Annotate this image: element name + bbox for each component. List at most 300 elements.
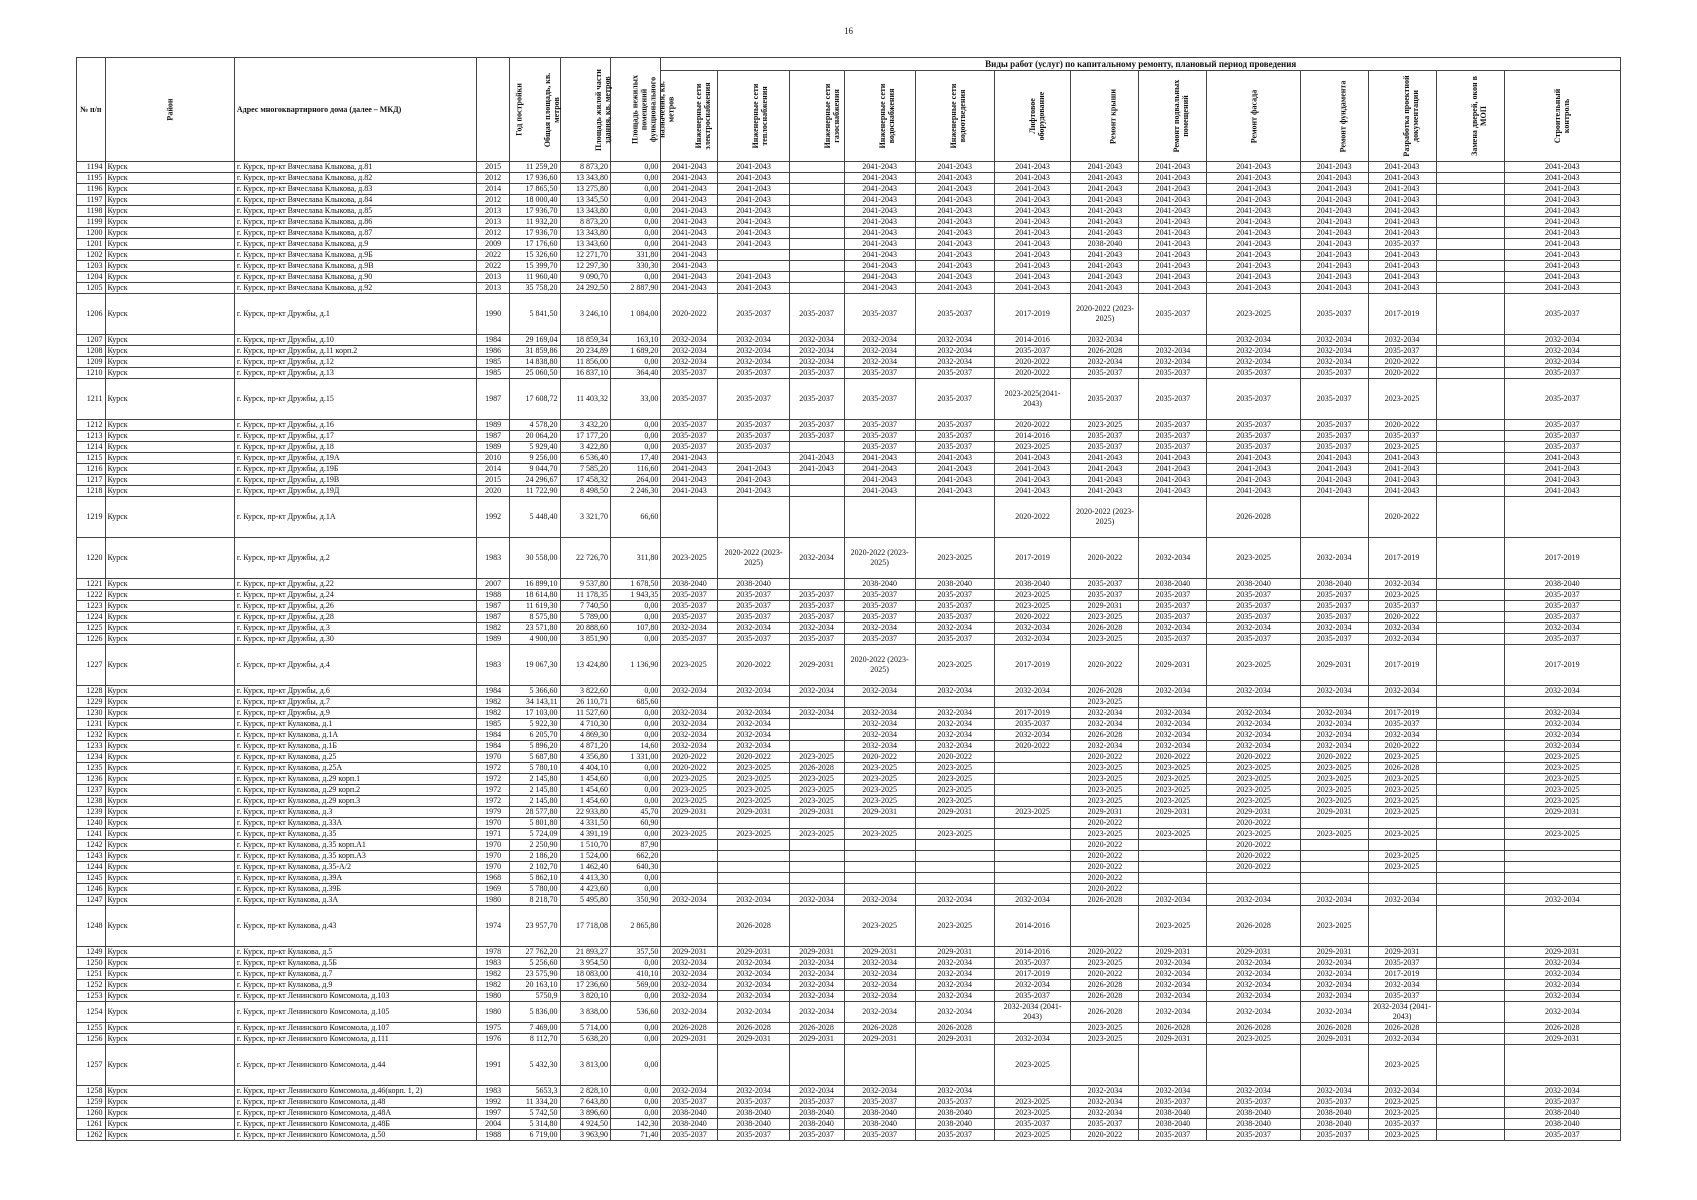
cell-total-area: 8 218,70 (510, 895, 560, 906)
cell-district: Курск (105, 1002, 234, 1023)
cell-work-period: 2041-2043 (844, 475, 915, 486)
cell-work-period: 2032-2034 (1300, 730, 1368, 741)
cell-work-period: 2020-2022 (661, 294, 718, 335)
cell-work-period: 2041-2043 (1207, 486, 1300, 497)
cell-work-period: 2041-2043 (1504, 173, 1620, 184)
cell-work-period: 2041-2043 (1504, 261, 1620, 272)
cell-district: Курск (105, 420, 234, 431)
cell-work-period: 2041-2043 (1368, 261, 1436, 272)
cell-work-period: 2035-2037 (915, 442, 994, 453)
cell-year: 1990 (477, 294, 510, 335)
table-row (77, 195, 1621, 206)
table-row (77, 686, 1621, 697)
cell-work-period: 2032-2034 (915, 895, 994, 906)
cell-total-area: 2 145,80 (510, 774, 560, 785)
cell-num: 1249 (77, 947, 106, 958)
cell-num: 1195 (77, 173, 106, 184)
cell-nonres-area: 0,00 (610, 357, 660, 368)
cell-work-period: 2032-2034 (789, 623, 844, 634)
cell-work-period (1436, 829, 1504, 840)
table-row (77, 774, 1621, 785)
cell-nonres-area: 0,00 (610, 162, 660, 173)
cell-work-period: 2035-2037 (915, 1097, 994, 1108)
cell-living-area: 3 422,80 (560, 442, 610, 453)
cell-address: г. Курск, пр-кт Вячеслава Клыкова, д.85 (234, 206, 476, 217)
cell-district: Курск (105, 862, 234, 873)
cell-work-period: 2026-2028 (718, 1023, 789, 1034)
cell-num: 1226 (77, 634, 106, 645)
cell-district: Курск (105, 538, 234, 579)
cell-work-period: 2035-2037 (661, 442, 718, 453)
cell-work-period: 2029-2031 (1300, 807, 1368, 818)
cell-work-period: 2026-2028 (915, 1023, 994, 1034)
table-row (77, 829, 1621, 840)
header-work-9: Ремонт фундамента (1300, 71, 1368, 162)
cell-work-period: 2032-2034 (718, 346, 789, 357)
cell-work-period: 2029-2031 (1300, 947, 1368, 958)
cell-living-area: 16 837,10 (560, 368, 610, 379)
cell-work-period: 2041-2043 (1504, 184, 1620, 195)
cell-work-period (1436, 796, 1504, 807)
cell-work-period: 2032-2034 (1071, 1086, 1139, 1097)
cell-work-period (1436, 261, 1504, 272)
cell-work-period (1436, 206, 1504, 217)
cell-living-area: 5 714,00 (560, 1023, 610, 1034)
cell-work-period: 2032-2034 (1300, 346, 1368, 357)
cell-work-period: 2023-2025 (789, 752, 844, 763)
table-row (77, 420, 1621, 431)
cell-work-period: 2023-2025 (915, 906, 994, 947)
table-row (77, 294, 1621, 335)
cell-work-period (1436, 958, 1504, 969)
cell-work-period: 2041-2043 (1504, 453, 1620, 464)
cell-work-period: 2041-2043 (1368, 195, 1436, 206)
cell-address: г. Курск, пр-кт Дружбы, д.19Д (234, 486, 476, 497)
cell-work-period: 2020-2022 (1207, 752, 1300, 763)
cell-work-period: 2035-2037 (1300, 1130, 1368, 1141)
cell-work-period: 2032-2034 (915, 730, 994, 741)
cell-total-area: 5 862,10 (510, 873, 560, 884)
cell-work-period: 2023-2025 (1139, 774, 1207, 785)
cell-work-period: 2041-2043 (844, 486, 915, 497)
cell-work-period: 2023-2025 (994, 601, 1071, 612)
cell-work-period (789, 906, 844, 947)
cell-work-period: 2023-2025 (1368, 590, 1436, 601)
cell-year: 2014 (477, 464, 510, 475)
cell-living-area: 5 638,20 (560, 1034, 610, 1045)
cell-work-period: 2038-2040 (1504, 1119, 1620, 1130)
cell-work-period: 2023-2025 (1071, 1034, 1139, 1045)
cell-year: 1980 (477, 1002, 510, 1023)
cell-work-period: 2035-2037 (718, 442, 789, 453)
cell-work-period (789, 697, 844, 708)
cell-num: 1233 (77, 741, 106, 752)
cell-nonres-area: 350,90 (610, 895, 660, 906)
cell-nonres-area: 662,20 (610, 851, 660, 862)
cell-work-period: 2041-2043 (915, 239, 994, 250)
cell-total-area: 5 366,60 (510, 686, 560, 697)
cell-work-period: 2032-2034 (1300, 538, 1368, 579)
cell-address: г. Курск, пр-кт Ленинского Комсомола, д.48Б (234, 1119, 476, 1130)
cell-work-period: 2038-2040 (661, 579, 718, 590)
cell-district: Курск (105, 486, 234, 497)
cell-work-period: 2041-2043 (1300, 217, 1368, 228)
cell-work-period: 2035-2037 (1368, 431, 1436, 442)
cell-num: 1247 (77, 895, 106, 906)
cell-work-period (661, 873, 718, 884)
cell-work-period (789, 239, 844, 250)
cell-living-area: 18 083,00 (560, 969, 610, 980)
cell-district: Курск (105, 947, 234, 958)
cell-work-period: 2041-2043 (718, 173, 789, 184)
cell-work-period: 2029-2031 (789, 947, 844, 958)
cell-work-period: 2023-2025 (844, 763, 915, 774)
cell-work-period: 2035-2037 (718, 431, 789, 442)
cell-num: 1209 (77, 357, 106, 368)
cell-work-period: 2041-2043 (661, 206, 718, 217)
cell-year: 1976 (477, 1034, 510, 1045)
cell-work-period: 2023-2025 (994, 442, 1071, 453)
cell-living-area: 9 537,80 (560, 579, 610, 590)
cell-work-period: 2035-2037 (1368, 719, 1436, 730)
cell-work-period: 2032-2034 (1139, 538, 1207, 579)
cell-work-period: 2035-2037 (1139, 601, 1207, 612)
cell-nonres-area: 0,00 (610, 958, 660, 969)
cell-nonres-area: 0,00 (610, 184, 660, 195)
cell-work-period: 2041-2043 (844, 162, 915, 173)
cell-district: Курск (105, 645, 234, 686)
cell-work-period: 2029-2031 (1504, 1034, 1620, 1045)
cell-work-period (661, 862, 718, 873)
header-work-2: Инженерные сети газоснабжения (789, 71, 844, 162)
cell-nonres-area: 0,00 (610, 195, 660, 206)
cell-work-period: 2041-2043 (1504, 283, 1620, 294)
cell-district: Курск (105, 634, 234, 645)
cell-work-period (994, 697, 1071, 708)
cell-living-area: 1 454,60 (560, 785, 610, 796)
cell-work-period: 2020-2022 (1207, 862, 1300, 873)
cell-address: г. Курск, пр-кт Кулакова, д.35 (234, 829, 476, 840)
cell-work-period: 2041-2043 (1071, 195, 1139, 206)
cell-work-period: 2041-2043 (1504, 272, 1620, 283)
cell-work-period: 2035-2037 (844, 1097, 915, 1108)
cell-work-period: 2041-2043 (1368, 217, 1436, 228)
cell-work-period: 2035-2037 (1368, 958, 1436, 969)
cell-work-period: 2035-2037 (1139, 379, 1207, 420)
cell-work-period (789, 217, 844, 228)
cell-work-period: 2026-2028 (1071, 623, 1139, 634)
cell-work-period: 2032-2034 (1207, 958, 1300, 969)
cell-work-period: 2032-2034 (1300, 1086, 1368, 1097)
cell-work-period: 2026-2028 (1368, 763, 1436, 774)
cell-work-period: 2041-2043 (844, 217, 915, 228)
cell-nonres-area: 0,00 (610, 796, 660, 807)
cell-year: 1984 (477, 686, 510, 697)
cell-living-area: 17 236,60 (560, 980, 610, 991)
cell-work-period: 2032-2034 (661, 980, 718, 991)
cell-work-period: 2041-2043 (1139, 228, 1207, 239)
cell-work-period: 2035-2037 (1504, 612, 1620, 623)
cell-total-area: 15 326,60 (510, 250, 560, 261)
cell-district: Курск (105, 173, 234, 184)
cell-work-period: 2020-2022 (994, 741, 1071, 752)
cell-work-period: 2041-2043 (1139, 173, 1207, 184)
cell-work-period (844, 873, 915, 884)
cell-work-period: 2023-2025 (1071, 796, 1139, 807)
cell-work-period: 2029-2031 (718, 1034, 789, 1045)
table-row (77, 1119, 1621, 1130)
cell-nonres-area: 0,00 (610, 217, 660, 228)
table-row (77, 464, 1621, 475)
cell-work-period: 2041-2043 (1504, 162, 1620, 173)
cell-nonres-area: 0,00 (610, 763, 660, 774)
cell-work-period: 2032-2034 (1139, 346, 1207, 357)
cell-work-period: 2032-2034 (1207, 719, 1300, 730)
cell-work-period: 2032-2034 (1504, 686, 1620, 697)
cell-work-period: 2032-2034 (915, 1086, 994, 1097)
cell-total-area: 9 256,00 (510, 453, 560, 464)
cell-work-period: 2041-2043 (1207, 184, 1300, 195)
cell-year: 1982 (477, 980, 510, 991)
cell-work-period: 2017-2019 (1368, 294, 1436, 335)
cell-year: 1989 (477, 420, 510, 431)
cell-address: г. Курск, пр-кт Кулакова, д.3А (234, 895, 476, 906)
cell-nonres-area: 163,10 (610, 335, 660, 346)
cell-num: 1207 (77, 335, 106, 346)
cell-num: 1256 (77, 1034, 106, 1045)
cell-district: Курск (105, 1130, 234, 1141)
cell-work-period: 2041-2043 (1071, 261, 1139, 272)
cell-district: Курск (105, 730, 234, 741)
cell-work-period (915, 697, 994, 708)
cell-living-area: 4 871,20 (560, 741, 610, 752)
cell-work-period: 2035-2037 (1071, 579, 1139, 590)
cell-address: г. Курск, пр-кт Дружбы, д.13 (234, 368, 476, 379)
cell-work-period (1300, 873, 1368, 884)
cell-address: г. Курск, пр-кт Ленинского Комсомола, д.48А (234, 1108, 476, 1119)
cell-work-period: 2029-2031 (1504, 807, 1620, 818)
cell-work-period: 2035-2037 (661, 634, 718, 645)
cell-work-period (1436, 818, 1504, 829)
cell-work-period: 2038-2040 (1207, 1108, 1300, 1119)
cell-work-period: 2020-2022 (994, 612, 1071, 623)
cell-nonres-area: 1 678,50 (610, 579, 660, 590)
cell-work-period: 2032-2034 (994, 1034, 1071, 1045)
cell-district: Курск (105, 250, 234, 261)
cell-work-period: 2032-2034 (718, 1086, 789, 1097)
cell-work-period: 2032-2034 (1300, 1002, 1368, 1023)
cell-work-period: 2041-2043 (994, 217, 1071, 228)
cell-work-period: 2041-2043 (994, 272, 1071, 283)
cell-work-period: 2032-2034 (718, 741, 789, 752)
cell-num: 1202 (77, 250, 106, 261)
cell-work-period: 2020-2022 (1071, 969, 1139, 980)
cell-nonres-area: 1 331,00 (610, 752, 660, 763)
cell-work-period: 2032-2034 (1368, 1086, 1436, 1097)
cell-work-period: 2023-2025 (1071, 763, 1139, 774)
cell-year: 2014 (477, 184, 510, 195)
cell-nonres-area: 0,00 (610, 686, 660, 697)
cell-work-period: 2032-2034 (844, 1002, 915, 1023)
cell-work-period (1504, 906, 1620, 947)
cell-work-period: 2032-2034 (915, 1002, 994, 1023)
cell-work-period (1436, 1023, 1504, 1034)
cell-address: г. Курск, пр-кт Дружбы, д.6 (234, 686, 476, 697)
cell-work-period: 2029-2031 (789, 645, 844, 686)
cell-work-period: 2020-2022 (844, 752, 915, 763)
cell-work-period (1368, 906, 1436, 947)
cell-work-period: 2020-2022 (1368, 420, 1436, 431)
cell-work-period: 2032-2034 (1368, 730, 1436, 741)
cell-address: г. Курск, пр-кт Ленинского Комсомола, д.48 (234, 1097, 476, 1108)
cell-work-period (789, 442, 844, 453)
cell-work-period: 2023-2025 (994, 1045, 1071, 1086)
cell-work-period (789, 206, 844, 217)
cell-total-area: 5 780,00 (510, 884, 560, 895)
cell-total-area: 11 722,90 (510, 486, 560, 497)
cell-district: Курск (105, 1108, 234, 1119)
cell-living-area: 12 271,70 (560, 250, 610, 261)
header-work-6: Ремонт крыши (1071, 71, 1139, 162)
cell-work-period: 2041-2043 (1139, 272, 1207, 283)
cell-work-period (789, 730, 844, 741)
cell-work-period: 2035-2037 (718, 420, 789, 431)
cell-num: 1240 (77, 818, 106, 829)
cell-work-period (1071, 906, 1139, 947)
cell-work-period (661, 851, 718, 862)
cell-work-period: 2023-2025 (844, 796, 915, 807)
table-row (77, 217, 1621, 228)
cell-work-period (789, 851, 844, 862)
cell-work-period (994, 829, 1071, 840)
cell-district: Курск (105, 906, 234, 947)
cell-work-period: 2041-2043 (1207, 261, 1300, 272)
cell-work-period (789, 579, 844, 590)
cell-year: 2013 (477, 217, 510, 228)
cell-num: 1225 (77, 623, 106, 634)
cell-work-period: 2023-2025 (1504, 752, 1620, 763)
cell-district: Курск (105, 708, 234, 719)
cell-work-period: 2017-2019 (1368, 969, 1436, 980)
cell-work-period: 2032-2034 (1139, 686, 1207, 697)
table-row (77, 862, 1621, 873)
cell-total-area: 11 960,40 (510, 272, 560, 283)
cell-living-area: 13 345,50 (560, 195, 610, 206)
cell-work-period (994, 1086, 1071, 1097)
cell-work-period: 2038-2040 (1504, 579, 1620, 590)
header-address: Адрес многоквартирного дома (далее – МКД) (234, 58, 476, 162)
cell-work-period: 2041-2043 (994, 283, 1071, 294)
cell-work-period: 2041-2043 (661, 464, 718, 475)
cell-work-period: 2035-2037 (915, 294, 994, 335)
cell-work-period: 2041-2043 (1504, 464, 1620, 475)
cell-work-period: 2041-2043 (1368, 486, 1436, 497)
cell-work-period: 2014-2016 (994, 947, 1071, 958)
cell-work-period: 2035-2037 (789, 420, 844, 431)
cell-work-period: 2035-2037 (789, 294, 844, 335)
cell-work-period: 2041-2043 (1300, 206, 1368, 217)
cell-district: Курск (105, 969, 234, 980)
table-row (77, 283, 1621, 294)
cell-district: Курск (105, 590, 234, 601)
cell-work-period: 2038-2040 (1071, 239, 1139, 250)
cell-work-period (718, 818, 789, 829)
cell-work-period: 2029-2031 (718, 807, 789, 818)
cell-work-period (1436, 579, 1504, 590)
cell-work-period: 2035-2037 (1368, 346, 1436, 357)
cell-work-period: 2023-2025 (1504, 785, 1620, 796)
cell-work-period: 2032-2034 (1139, 969, 1207, 980)
cell-work-period (1436, 195, 1504, 206)
cell-district: Курск (105, 895, 234, 906)
cell-work-period: 2032-2034 (1504, 969, 1620, 980)
cell-nonres-area: 569,00 (610, 980, 660, 991)
cell-work-period: 2032-2034 (844, 1086, 915, 1097)
cell-work-period: 2035-2037 (1071, 590, 1139, 601)
cell-work-period: 2041-2043 (1504, 475, 1620, 486)
cell-work-period: 2032-2034 (844, 991, 915, 1002)
cell-work-period: 2032-2034 (1207, 346, 1300, 357)
cell-work-period: 2032-2034 (661, 623, 718, 634)
cell-district: Курск (105, 1097, 234, 1108)
cell-work-period: 2029-2031 (789, 807, 844, 818)
cell-total-area: 5 801,80 (510, 818, 560, 829)
cell-work-period: 2020-2022 (994, 420, 1071, 431)
cell-work-period: 2041-2043 (1139, 195, 1207, 206)
cell-work-period (1139, 873, 1207, 884)
cell-work-period: 2023-2025 (718, 774, 789, 785)
cell-work-period: 2032-2034 (661, 346, 718, 357)
cell-work-period: 2041-2043 (915, 261, 994, 272)
table-row (77, 162, 1621, 173)
cell-nonres-area: 45,70 (610, 807, 660, 818)
cell-work-period: 2032-2034 (1071, 335, 1139, 346)
cell-living-area: 3 820,10 (560, 991, 610, 1002)
cell-work-period: 2032-2034 (1504, 346, 1620, 357)
cell-year: 1991 (477, 1045, 510, 1086)
cell-total-area: 8 575,80 (510, 612, 560, 623)
table-row (77, 538, 1621, 579)
cell-work-period: 2035-2037 (1207, 612, 1300, 623)
header-work-1: Инженерные сети теплоснабжения (718, 71, 789, 162)
cell-work-period: 2041-2043 (844, 195, 915, 206)
cell-work-period: 2041-2043 (994, 475, 1071, 486)
cell-year: 1984 (477, 730, 510, 741)
cell-work-period (915, 1045, 994, 1086)
cell-work-period: 2035-2037 (1504, 442, 1620, 453)
cell-address: г. Курск, пр-кт Кулакова, д.29 корп.2 (234, 785, 476, 796)
table-row (77, 752, 1621, 763)
cell-work-period: 2041-2043 (1368, 464, 1436, 475)
cell-work-period: 2035-2037 (1071, 368, 1139, 379)
cell-work-period (1139, 851, 1207, 862)
cell-work-period: 2017-2019 (994, 969, 1071, 980)
cell-num: 1231 (77, 719, 106, 730)
cell-num: 1196 (77, 184, 106, 195)
cell-work-period: 2023-2025(2041-2043) (994, 379, 1071, 420)
cell-work-period: 2041-2043 (661, 283, 718, 294)
cell-year: 1972 (477, 774, 510, 785)
cell-work-period: 2032-2034 (1207, 969, 1300, 980)
cell-work-period: 2038-2040 (661, 1119, 718, 1130)
cell-living-area: 22 933,80 (560, 807, 610, 818)
cell-work-period: 2032-2034 (915, 980, 994, 991)
cell-work-period: 2032-2034 (718, 719, 789, 730)
cell-nonres-area: 0,00 (610, 991, 660, 1002)
cell-living-area: 5 495,80 (560, 895, 610, 906)
cell-total-area: 17 936,70 (510, 228, 560, 239)
cell-work-period: 2023-2025 (1300, 785, 1368, 796)
